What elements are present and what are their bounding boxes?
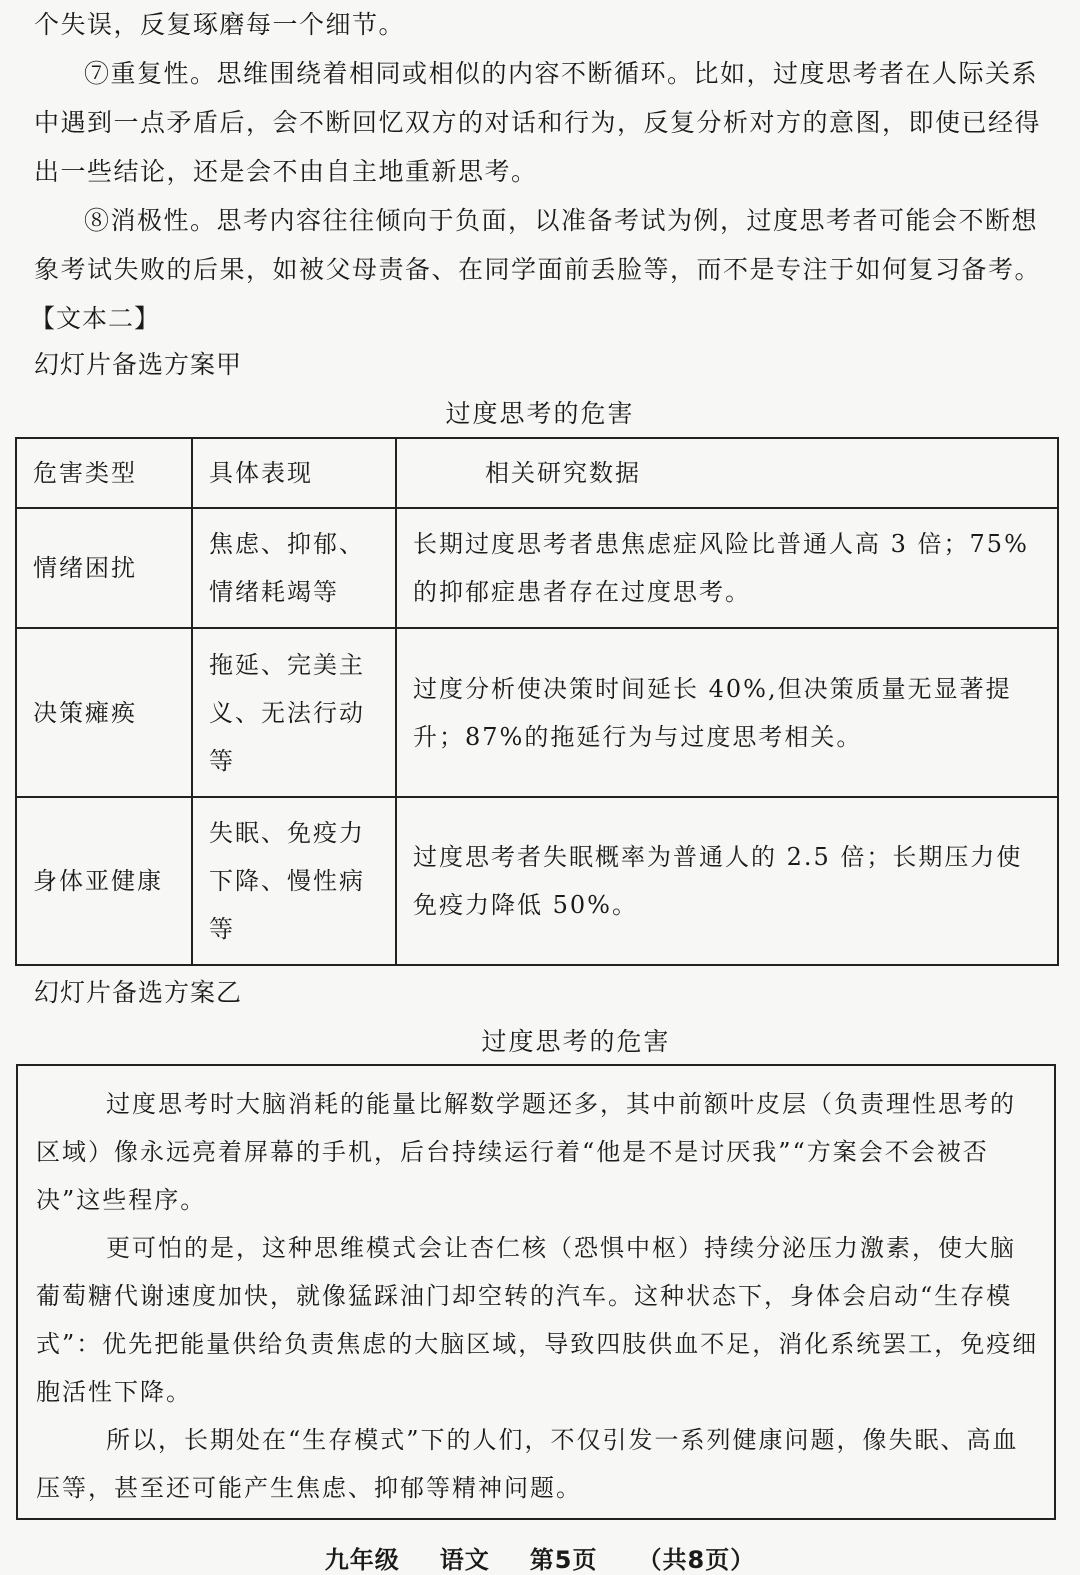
text1-paragraph-continued: 个失误，反复琢磨每一个细节。	[34, 10, 406, 39]
cell-symptoms: 拖延、完美主义、无法行动等	[192, 628, 396, 796]
plan-b-paragraph-3: 所以，长期处在“生存模式”下的人们，不仅引发一系列健康问题，像失眠、高血压等，甚至还可能产生焦虑、抑郁等精神问题。	[36, 1426, 1019, 1502]
header-symptoms: 具体表现	[192, 438, 396, 508]
plan-b-paragraph-2: 更可怕的是，这种思维模式会让杏仁核（恐惧中枢）持续分泌压力激素，使大脑葡萄糖代谢速度加快，就像猛踩油门却空转的汽车。这种状态下，身体会启动“生存模式”：优先把能量供给负责焦虑的大脑区域，导致四肢供血不足，消化系统罢工，免疫细胞活性下降。	[36, 1234, 1039, 1406]
hazards-table	[15, 437, 1059, 966]
cell-symptoms: 失眠、免疫力下降、慢性病等	[192, 797, 396, 965]
table-header-row	[16, 438, 1058, 508]
text1-paragraph-7: ⑦重复性。思维围绕着相同或相似的内容不断循环。比如，过度思考者在人际关系中遇到一点矛盾后，会不断回忆双方的对话和行为，反复分析对方的意图，即使已经得出一些结论，还是会不由自主地重新思考。	[34, 59, 1042, 186]
plan-b-paragraph-1: 过度思考时大脑消耗的能量比解数学题还多，其中前额叶皮层（负责理性思考的区域）像永远亮着屏幕的手机，后台持续运行着“他是不是讨厌我”“方案会不会被否决”这些程序。	[36, 1090, 1016, 1214]
header-data: 相关研究数据	[396, 438, 1058, 508]
plan-a-heading: 幻灯片备选方案甲	[34, 350, 243, 379]
table-row	[16, 797, 1058, 965]
cell-type: 身体亚健康	[16, 797, 192, 965]
plan-b-caption: 过度思考的危害	[481, 1027, 671, 1056]
footer-total-pages: （共8页）	[637, 1546, 756, 1574]
plan-a-caption: 过度思考的危害	[445, 399, 635, 428]
cell-data: 长期过度思考者患焦虑症风险比普通人高 3 倍；75%的抑郁症患者存在过度思考。	[396, 508, 1058, 628]
plan-b-box	[16, 1064, 1056, 1520]
page-footer	[0, 1540, 1080, 1575]
cell-symptoms: 焦虑、抑郁、情绪耗竭等	[192, 508, 396, 628]
header-type: 危害类型	[16, 438, 192, 508]
plan-b-heading: 幻灯片备选方案乙	[34, 978, 243, 1007]
cell-data: 过度思考者失眠概率为普通人的 2.5 倍；长期压力使免疫力降低 50%。	[396, 797, 1058, 965]
cell-data: 过度分析使决策时间延长 40%,但决策质量无显著提升；87%的拖延行为与过度思考相关。	[396, 628, 1058, 796]
footer-page-number: 第5页	[529, 1546, 598, 1574]
text2-label: 【文本二】	[30, 304, 161, 333]
table-row	[16, 628, 1058, 796]
table-row	[16, 508, 1058, 628]
cell-type: 决策瘫痪	[16, 628, 192, 796]
cell-type: 情绪困扰	[16, 508, 192, 628]
footer-subject: 语文	[439, 1546, 490, 1574]
text1-paragraph-8: ⑧消极性。思考内容往往倾向于负面，以准备考试为例，过度思考者可能会不断想象考试失败的后果，如被父母责备、在同学面前丢脸等，而不是专注于如何复习备考。	[34, 206, 1042, 284]
footer-grade: 九年级	[324, 1546, 400, 1574]
